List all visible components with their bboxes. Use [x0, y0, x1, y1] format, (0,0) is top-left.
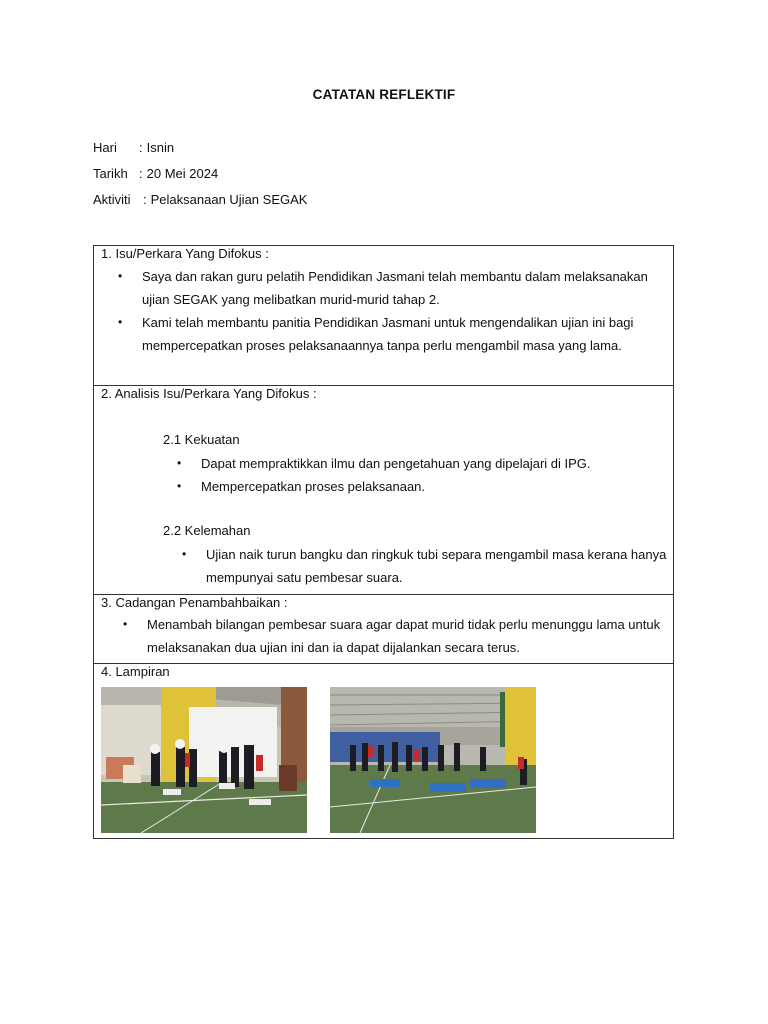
bullet-icon: • — [123, 617, 128, 631]
bullet-list — [182, 543, 672, 589]
meta-value: Isnin — [146, 140, 175, 155]
subheading-kelemahan: 2.2 Kelemahan — [163, 523, 251, 538]
list-item — [177, 475, 661, 498]
list-item-text: Kami telah membantu panitia Pendidikan Jasmani untuk mengendalikan ujian ini bagi mempercepatkan proses pelaksanaannya tanpa perlu mengambil masa yang lama. — [142, 315, 634, 353]
section-isu — [94, 246, 673, 385]
meta-label: Aktiviti — [93, 192, 131, 207]
list-item — [123, 613, 667, 659]
meta-value: 20 Mei 2024 — [146, 166, 219, 181]
section-heading: 2. Analisis Isu/Perkara Yang Difokus : — [101, 386, 317, 401]
bullet-list — [123, 613, 667, 659]
bullet-icon: • — [177, 456, 182, 470]
subheading-kekuatan: 2.1 Kekuatan — [163, 432, 240, 447]
list-item — [118, 265, 667, 311]
section-cadangan — [94, 594, 673, 663]
attachment-photo-1 — [101, 687, 307, 833]
list-item-text: Saya dan rakan guru pelatih Pendidikan Jasmani telah membantu dalam melaksanakan ujian SEGAK yang melibatkan murid-murid tahap 2. — [142, 269, 648, 307]
list-item-text: Mempercepatkan proses pelaksanaan. — [201, 479, 426, 494]
hall-step-test-photo — [101, 687, 307, 833]
page-title: CATATAN REFLEKTIF — [312, 87, 456, 102]
meta-separator: : — [139, 166, 143, 181]
section-heading: 4. Lampiran — [101, 664, 170, 679]
bullet-icon: • — [182, 547, 187, 561]
list-item-text: Menambah bilangan pembesar suara agar dapat murid tidak perlu menunggu lama untuk melaksanakan dua ujian ini dan ia dapat dijalankan secara terus. — [147, 617, 661, 655]
meta-separator: : — [139, 140, 143, 155]
meta-row-aktiviti — [93, 191, 307, 217]
meta-row-tarikh — [93, 165, 307, 191]
section-analisis — [94, 385, 673, 594]
list-item-text: Ujian naik turun bangku dan ringkuk tubi separa mengambil masa kerana hanya mempunyai satu pembesar suara. — [206, 547, 667, 585]
list-item-text: Dapat mempraktikkan ilmu dan pengetahuan yang dipelajari di IPG. — [201, 456, 591, 471]
meta-row-hari — [93, 139, 307, 165]
meta-block — [93, 139, 307, 217]
attachment-photo-2 — [330, 687, 536, 833]
bullet-icon: • — [118, 315, 123, 329]
list-item — [177, 452, 661, 475]
section-lampiran — [94, 663, 673, 839]
bullet-icon: • — [177, 479, 182, 493]
meta-separator: : — [143, 192, 147, 207]
meta-label: Hari — [93, 140, 117, 155]
list-item — [182, 543, 672, 589]
hall-situp-test-photo — [330, 687, 536, 833]
reflection-table — [93, 245, 674, 839]
bullet-list — [118, 265, 667, 357]
list-item — [118, 311, 667, 357]
meta-value: Pelaksanaan Ujian SEGAK — [150, 192, 308, 207]
section-heading: 3. Cadangan Penambahbaikan : — [101, 595, 288, 610]
bullet-list — [177, 452, 661, 498]
section-heading: 1. Isu/Perkara Yang Difokus : — [101, 246, 269, 261]
bullet-icon: • — [118, 269, 123, 283]
meta-label: Tarikh — [93, 166, 128, 181]
